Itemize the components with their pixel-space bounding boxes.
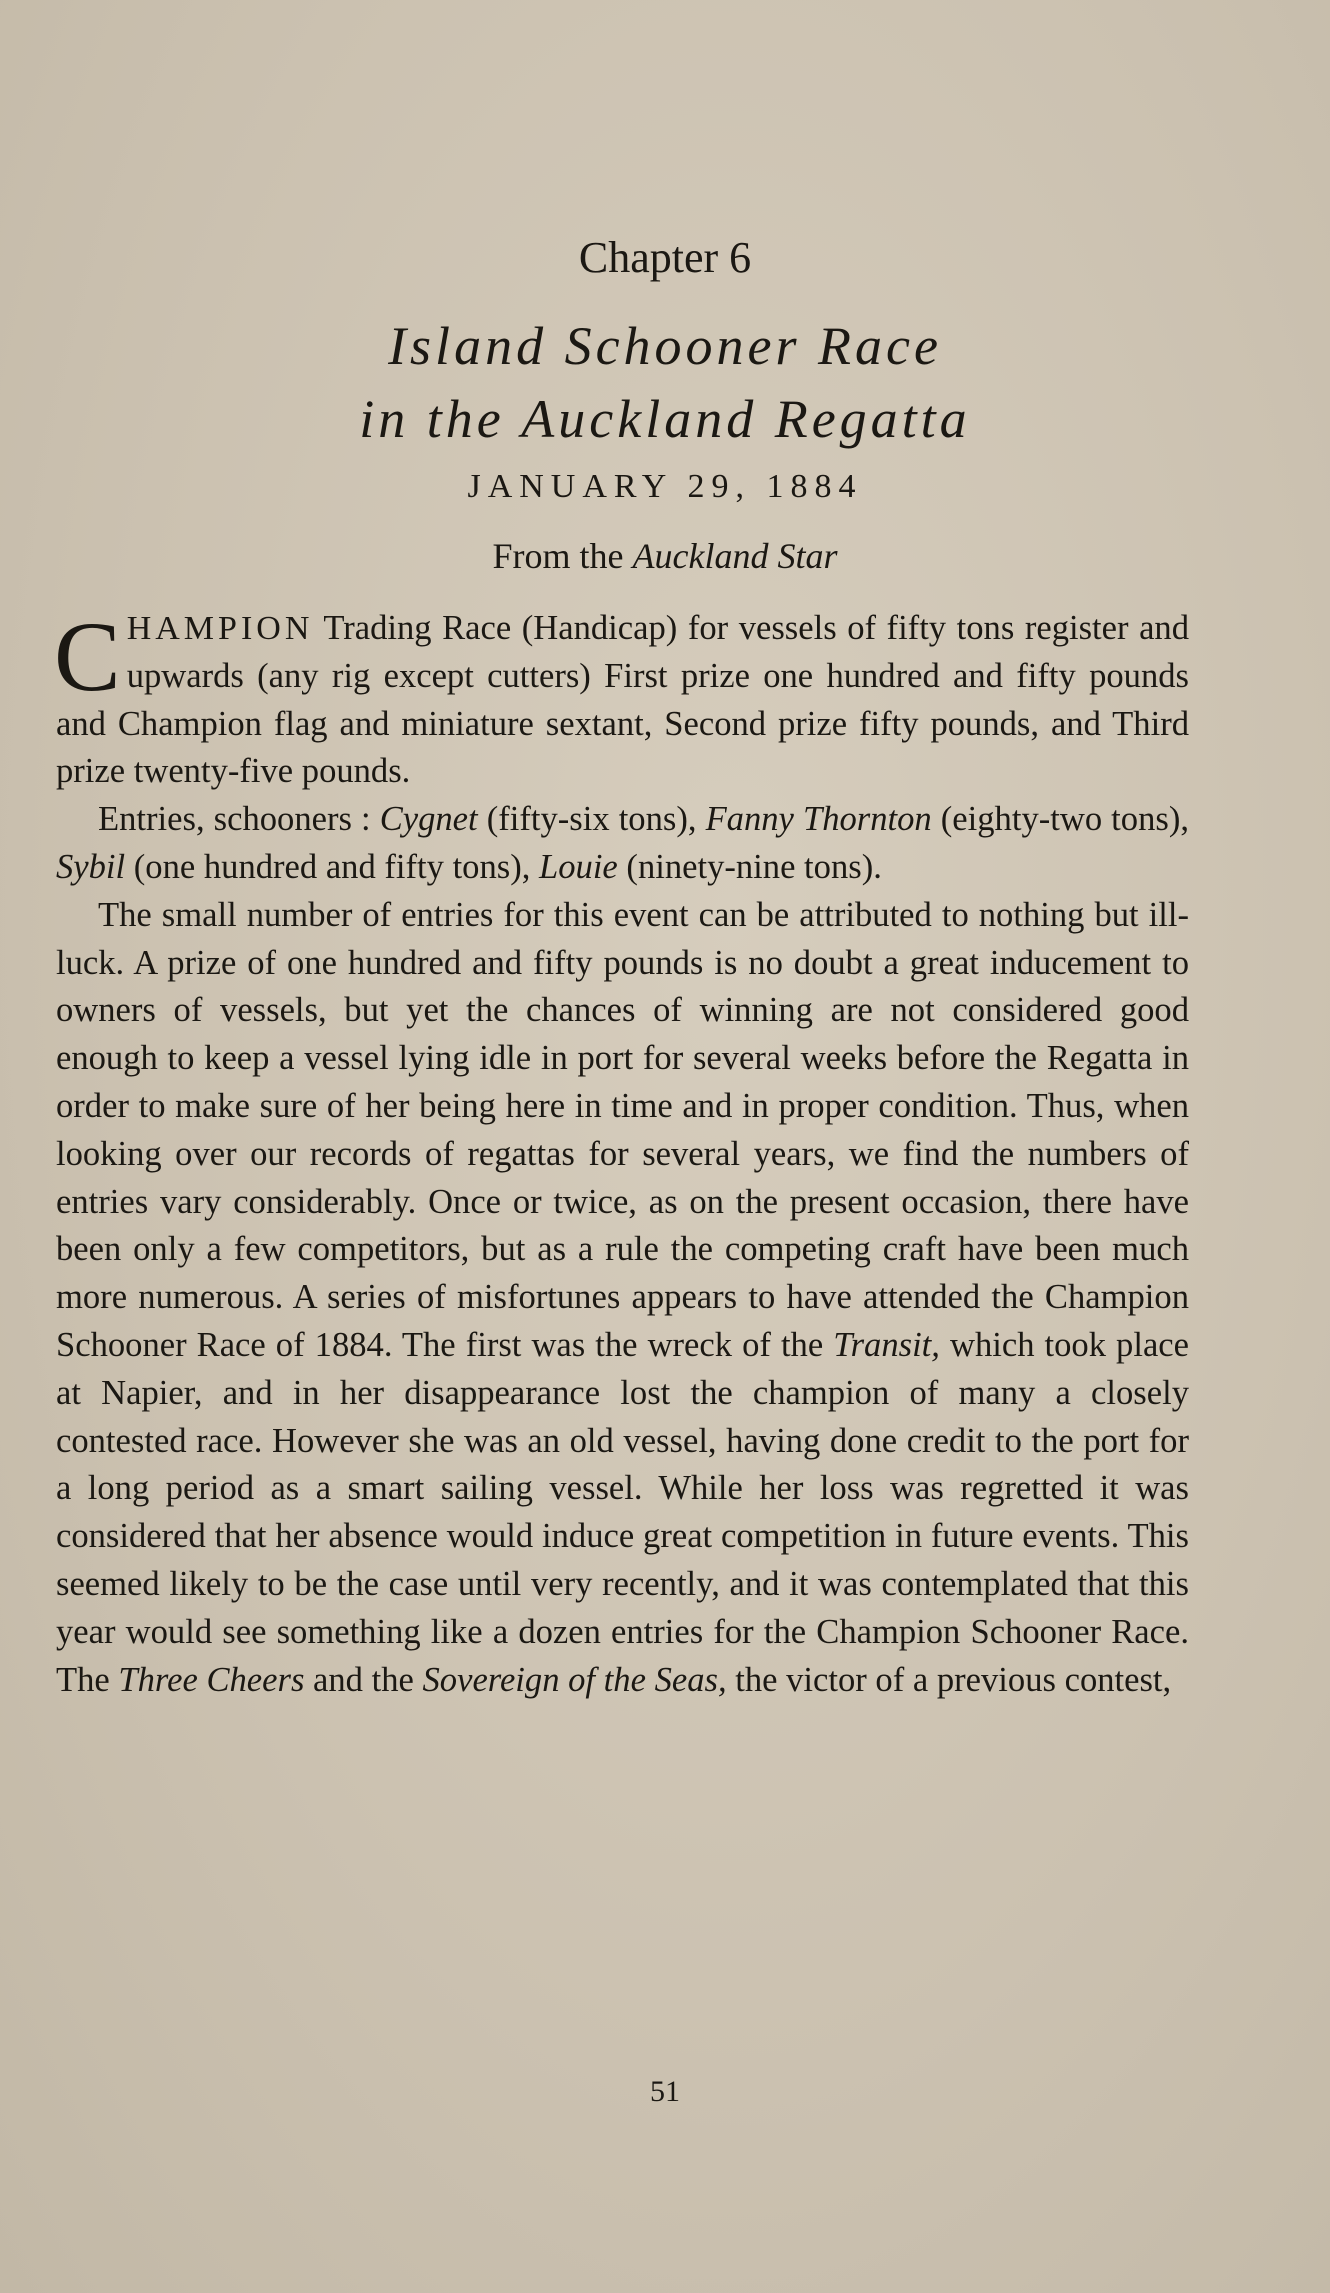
text-run: The small number of entries for this event can be attributed to nothing but ill-luck. A prize of one hundred and fifty pounds is no doubt a great inducement to owners of vessels, but yet the chances of winning are not considered good enough to keep a vessel lying idle in port for several weeks before the Regatta in order to make sure of her being here in time and in proper condition. Thus, when looking over our records of regattas for several years, we find the numbers of entries vary considerably. Once or twice, as on the present occasion, there have been only a few competitors, but as a rule the competing craft have been much more numerous. A series of misfortunes appears to have attended the Champion Schooner Race of 1884. The first was the wreck of the (56, 895, 1189, 1364)
chapter-date: JANUARY 29, 1884 (467, 468, 863, 505)
text-run: and the (304, 1660, 423, 1699)
vessel-name: Louie (539, 847, 618, 886)
source-prefix: From the (492, 536, 624, 576)
opening-small-caps: HAMPION (126, 610, 314, 647)
text-run: (fifty-six tons), (477, 800, 706, 839)
source-line (0, 535, 1330, 577)
text-run: (one hundred and fifty tons), (125, 847, 540, 886)
vessel-name: Three Cheers (118, 1660, 305, 1699)
vessel-name: Sybil (56, 847, 126, 886)
vessel-name: Sovereign of the Seas, (422, 1660, 727, 1699)
paragraph-3 (56, 892, 1189, 1705)
drop-cap: C (54, 601, 121, 712)
source-newspaper: Auckland Star (632, 536, 838, 576)
page-number: 51 (650, 2075, 680, 2108)
text-run: the victor of a previous contest, (726, 1660, 1172, 1699)
paragraph-1-text: Trading Race (Handicap) for vessels of fifty tons register and upwards (any rig except cutters) First prize one hundred and fifty pounds and Champion flag and miniature sextant, Second prize fifty pounds, and Third prize twenty-five pounds. (56, 609, 1189, 791)
chapter-title-line-2: in the Auckland Regatta (359, 389, 971, 449)
text-run: Entries, schooners : (98, 800, 380, 839)
chapter-number: Chapter 6 (578, 233, 752, 282)
paragraph-1 (54, 601, 1189, 796)
text-run: which took place at Napier, and in her disappearance lost the champion of many a closely contested race. However she was an old vessel, having done credit to the port for a long period as a smart sailing vessel. While her loss was regretted it was considered that her absence would induce great competition in future events. This seemed likely to be the case until very recently, and it was contemplated that this year would see something like a dozen entries for the Champion Schooner Race. The (56, 1325, 1189, 1699)
vessel-name: Cygnet (379, 800, 478, 839)
vessel-name: Transit, (833, 1325, 940, 1364)
text-run: (ninety-nine tons). (617, 847, 882, 886)
text-run: (eighty-two tons), (931, 800, 1189, 839)
chapter-title-line-1: Island Schooner Race (388, 316, 942, 376)
body-text (54, 601, 1189, 1704)
vessel-name: Fanny Thornton (705, 800, 932, 839)
paragraph-2 (56, 796, 1189, 892)
